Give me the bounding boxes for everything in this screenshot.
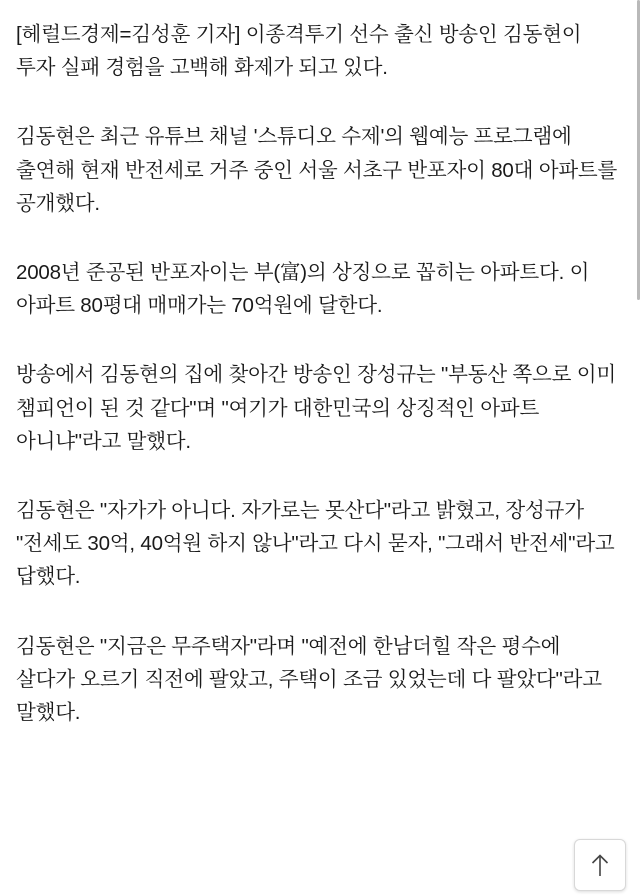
arrow-up-icon xyxy=(589,852,611,878)
article-paragraph: 2008년 준공된 반포자이는 부(富)의 상징으로 꼽히는 아파트다. 이 아파트 80평대 매매가는 70억원에 달한다. xyxy=(16,261,590,318)
article-paragraph: [헤럴드경제=김성훈 기자] 이종격투기 선수 출신 방송인 김동현이 투자 실패 경험을 고백해 화제가 되고 있다. xyxy=(16,23,582,80)
scroll-to-top-button[interactable] xyxy=(574,839,626,891)
article-paragraph: 김동현은 최근 유튜브 채널 '스튜디오 수제'의 웹예능 프로그램에 출연해 현재 반전세로 거주 중인 서울 서초구 반포자이 80대 아파트를 공개했다. xyxy=(16,125,618,215)
article-paragraph: 김동현은 "자가가 아니다. 자가로는 못산다"라고 밝혔고, 장성규가 "전세도 30억, 40억원 하지 않나"라고 다시 묻자, "그래서 반전세"라고 답했다. xyxy=(16,499,615,589)
article-paragraph: 방송에서 김동현의 집에 찾아간 방송인 장성규는 "부동산 쪽으로 이미 챔피언이 된 것 같다"며 "여기가 대한민국의 상징적인 아파트 아니냐"라고 말했다. xyxy=(16,363,616,453)
article-paragraph: 김동현은 "지금은 무주택자"라며 "예전에 한남더힐 작은 평수에 살다가 오르기 직전에 팔았고, 주택이 조금 있었는데 다 팔았다"라고 말했다. xyxy=(16,634,602,725)
